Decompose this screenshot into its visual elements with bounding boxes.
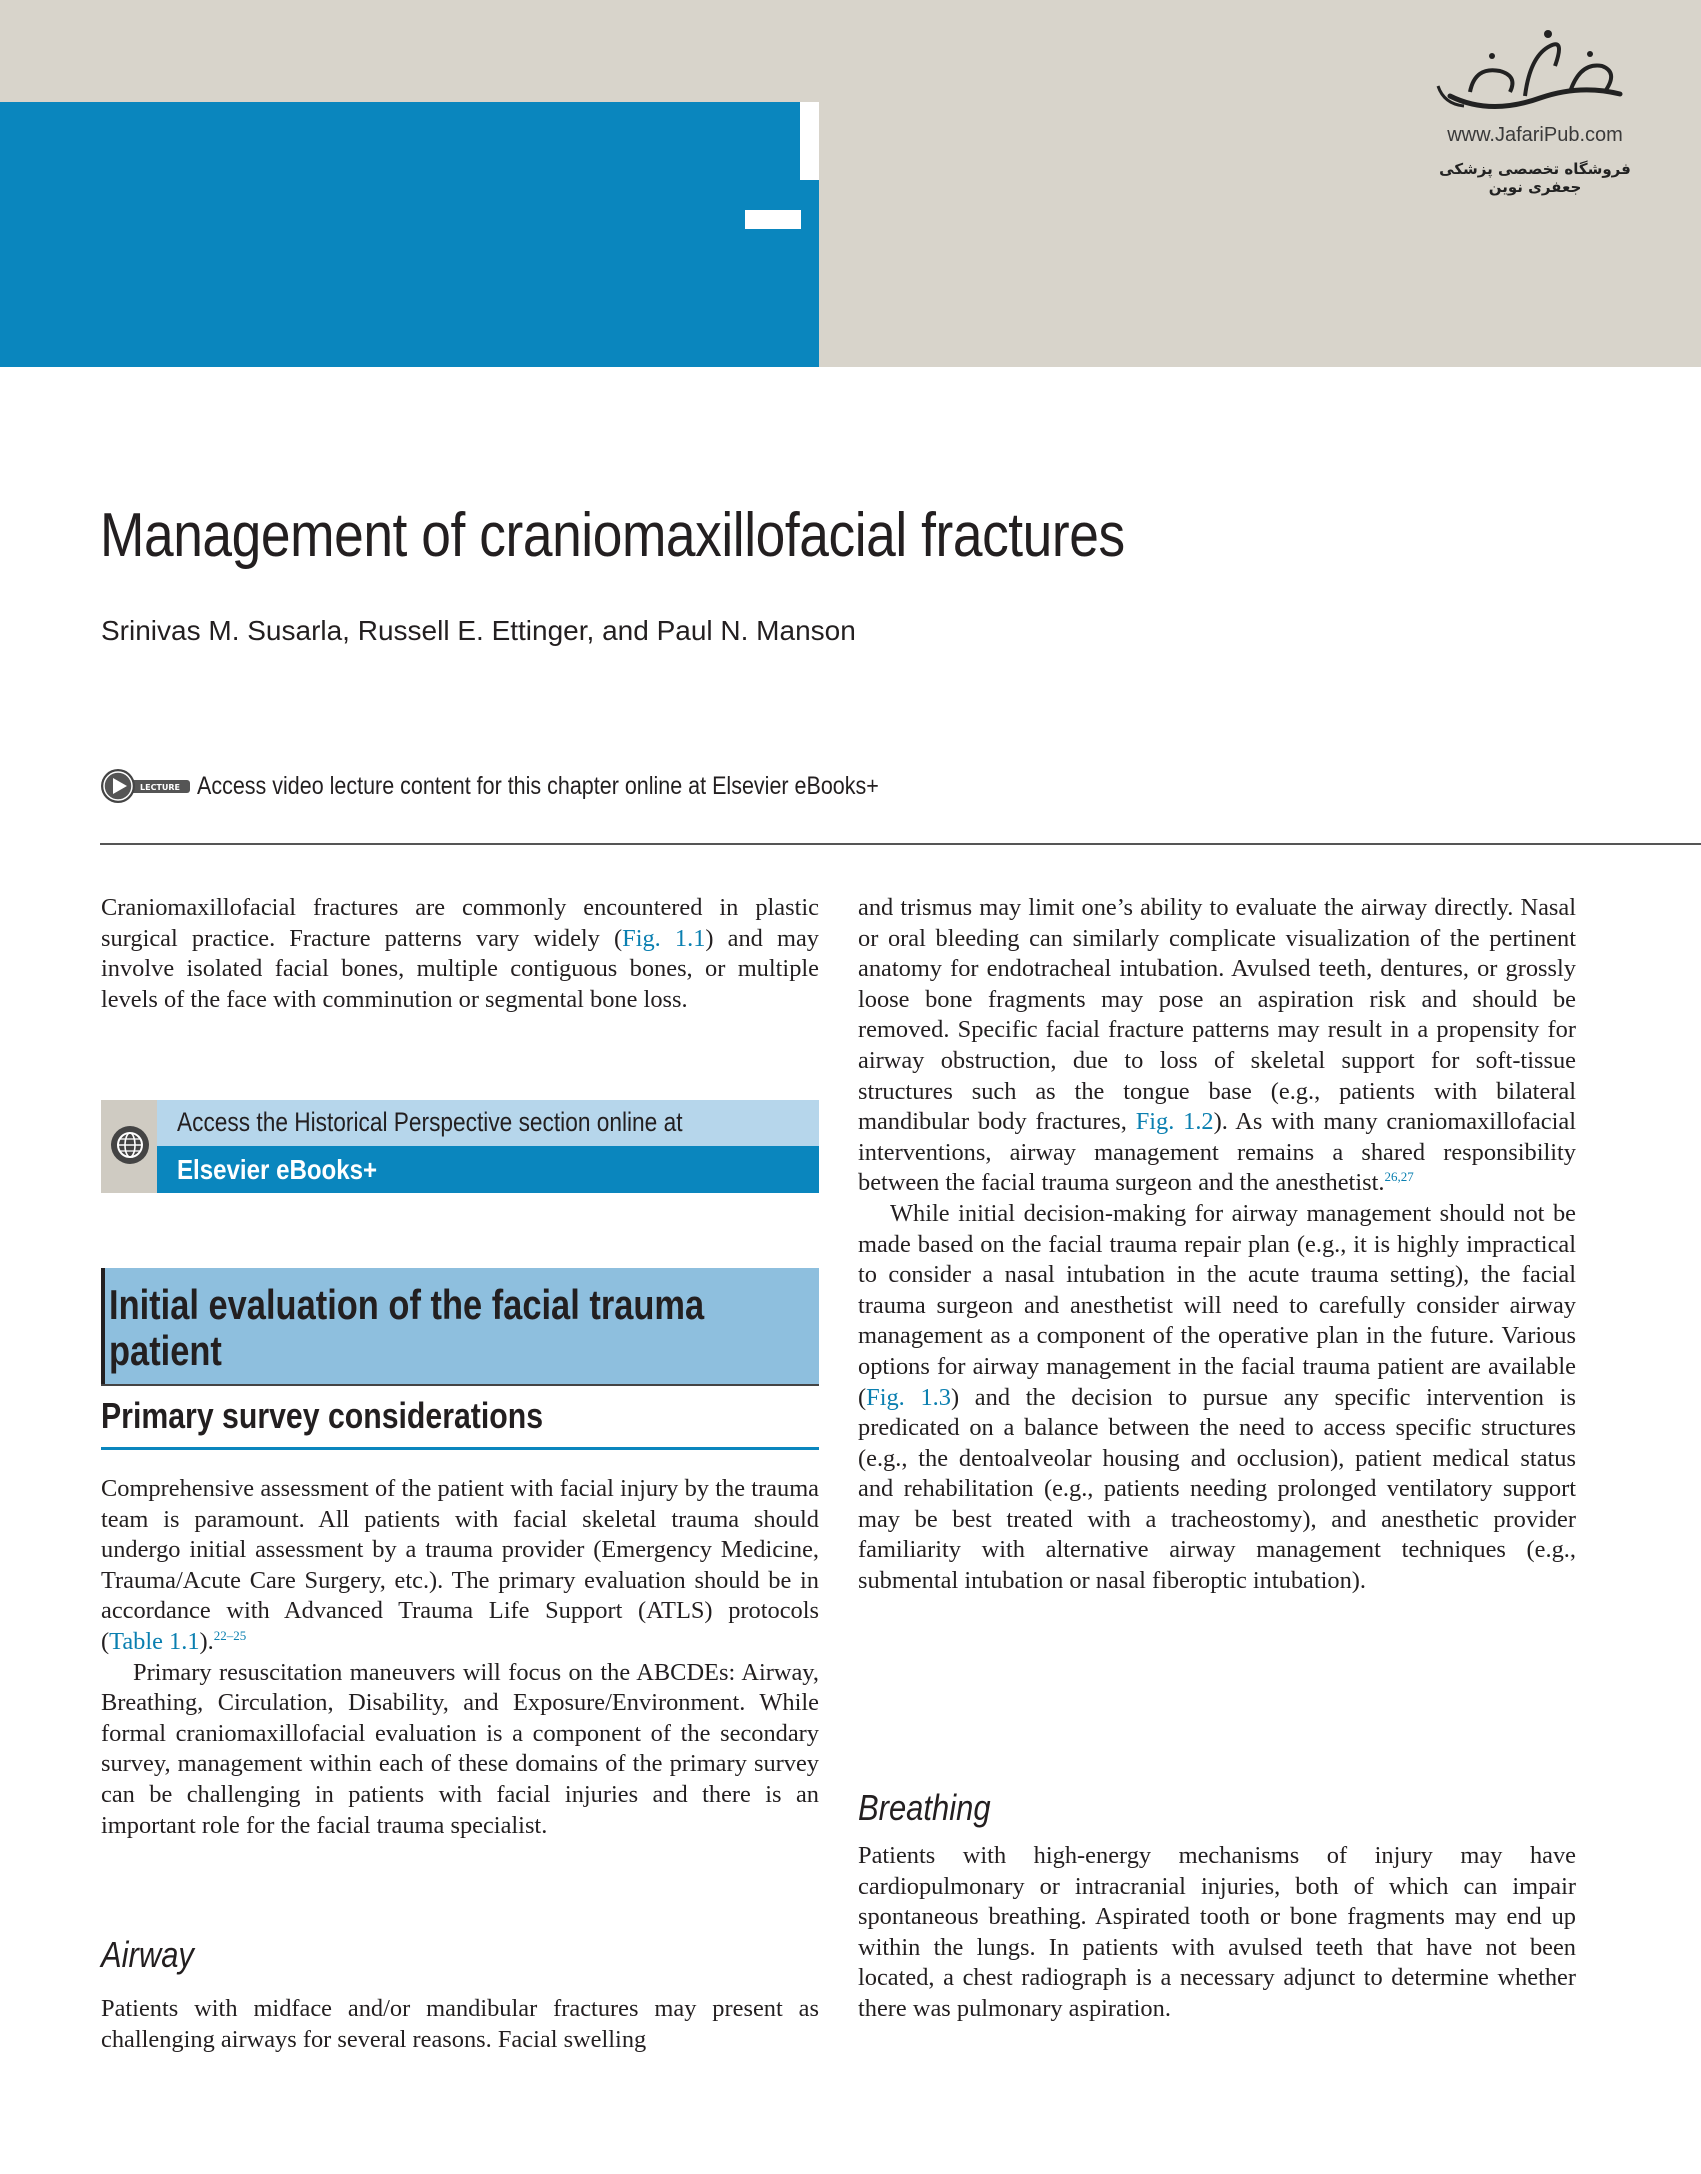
primary-survey-paragraph bbox=[101, 1474, 819, 1658]
r-p1-text: and trismus may limit one’s ability to evaluate the airway directly. Nasal or oral bleeding can similarly complicate visualization of the pertinent anatomy for endotracheal intubation. Avulsed teeth, dentures, or grossly loose bone fragments may pose an aspiration risk and should be removed. Specific facial fracture patterns may result in a propensity for airway obstruction, due to loss of skeletal support for soft-tissue structures such as the tongue base (e.g., patients with bilateral mandibular body fractures, bbox=[858, 894, 1576, 1136]
p1-text-end: ). bbox=[199, 1627, 214, 1655]
chapter-number-glyph bbox=[800, 180, 819, 367]
chapter-title: Management of craniomaxillofacial fractures bbox=[100, 501, 1125, 570]
p1-citation[interactable]: 22–25 bbox=[213, 1627, 247, 1643]
video-lecture-icon[interactable] bbox=[100, 768, 192, 804]
fig-1-3-link[interactable]: Fig. 1.3 bbox=[866, 1383, 951, 1411]
section-heading: Initial evaluation of the facial trauma patient bbox=[109, 1281, 705, 1374]
abcde-paragraph: Primary resuscitation maneuvers will focus on the ABCDEs: Airway, Breathing, Circulation, Disability, and Exposure/Environment. While formal craniomaxillofacial evaluation is a component of the secondary survey, management within each of these domains of the primary survey can be challenging in patients with facial injuries and there is an important role for the facial trauma specialist. bbox=[101, 1658, 819, 1839]
table-1-1-link[interactable]: Table 1.1 bbox=[109, 1627, 200, 1655]
historical-line2-band[interactable] bbox=[157, 1146, 819, 1193]
intro-text-end: ) and may involve isolated facial bones, multiple contiguous bones, or multiple levels of the face with comminution or segmental bone loss. bbox=[101, 924, 819, 1013]
airway-body bbox=[101, 1994, 819, 2055]
subheading-primary-survey: Primary survey considerations bbox=[101, 1395, 544, 1436]
r-p2-text: While initial decision-making for airway management should not be made based on the facial trauma repair plan (e.g., it is highly impractical to consider a nasal intubation in the acute trauma setting), the facial trauma surgeon and anesthetist will need to carefully consider airway management as a component of the operative plan in the future. Various options for airway management in the facial trauma patient are available ( bbox=[858, 1199, 1576, 1411]
lecture-icon-label: LECTURE bbox=[140, 783, 181, 792]
section-heading-box bbox=[101, 1268, 819, 1386]
intro-paragraph bbox=[101, 893, 819, 1015]
header-rule bbox=[100, 843, 1701, 845]
logo-url[interactable]: www.JafariPub.com bbox=[1447, 124, 1623, 146]
airway-decision-paragraph bbox=[858, 1199, 1576, 1597]
publisher-logo bbox=[1420, 26, 1650, 196]
left-column-body bbox=[101, 1474, 819, 1841]
globe-icon bbox=[110, 1125, 150, 1165]
historical-line1: Access the Historical Perspective section online at bbox=[177, 1107, 683, 1137]
chapter-authors: Srinivas M. Susarla, Russell E. Ettinger, and Paul N. Manson bbox=[101, 615, 856, 646]
chapter-number-serif bbox=[745, 210, 801, 229]
p1-text: Comprehensive assessment of the patient with facial injury by the trauma team is paramount. All patients with facial skeletal trauma should undergo initial assessment by a trauma provider (Emergency Medicine, Trauma/Acute Care Surgery, etc.). The primary evaluation should be in accordance with Advanced Trauma Life Support (ATLS) protocols ( bbox=[101, 1475, 819, 1655]
historical-perspective-box[interactable] bbox=[101, 1100, 819, 1193]
lecture-text[interactable]: Access video lecture content for this chapter online at Elsevier eBooks+ bbox=[197, 772, 879, 800]
fig-1-1-link[interactable]: Fig. 1.1 bbox=[622, 924, 706, 952]
left-column bbox=[101, 893, 819, 1058]
breathing-paragraph: Patients with high-energy mechanisms of injury may have cardiopulmonary or intracranial injuries, both of which can impair spontaneous breathing. Aspirated tooth or bone fragments may end up within the lungs. In patients with avulsed teeth that have not been located, a chest radiograph is a necessary adjunct to determine whether there was pulmonary aspiration. bbox=[858, 1842, 1576, 2022]
subheading-rule bbox=[101, 1447, 819, 1450]
calligraphy-logo-icon bbox=[1430, 26, 1640, 126]
historical-line1-band bbox=[157, 1100, 819, 1146]
breathing-body bbox=[858, 1841, 1576, 2025]
airway-continued-paragraph bbox=[858, 893, 1576, 1199]
logo-tagline: فروشگاه تخصصی پزشکی جعفری نوین bbox=[1439, 160, 1631, 196]
intro-text: Craniomaxillofacial fractures are commonly encountered in plastic surgical practice. Fracture patterns vary widely ( bbox=[101, 894, 819, 952]
chapter-color-block bbox=[0, 102, 800, 367]
r-p1-text-end: ). As with many craniomaxillofacial interventions, airway management remains a shared responsibility between the facial trauma surgeon and the anesthetist. bbox=[858, 1108, 1576, 1197]
section-heading-bar bbox=[101, 1268, 105, 1384]
historical-ebooks-link[interactable]: Elsevier eBooks+ bbox=[177, 1154, 378, 1185]
fig-1-2-link[interactable]: Fig. 1.2 bbox=[1135, 1108, 1214, 1136]
r-p1-citation[interactable]: 26,27 bbox=[1384, 1169, 1414, 1185]
breathing-heading: Breathing bbox=[858, 1787, 991, 1828]
r-p2-text-end: ) and the decision to pursue any specific intervention is predicated on a balance between the need to access specific structures (e.g., the dentoalveolar housing and occlusion), patient medical status and rehabilitation (e.g., patients needing prolonged ventilatory support may be best treated with a tracheostomy), and anesthetic provider familiarity with alternative airway management techniques (e.g., submental intubation or nasal fiberoptic intubation). bbox=[858, 1383, 1576, 1595]
right-column bbox=[858, 893, 1576, 1597]
airway-paragraph: Patients with midface and/or mandibular fractures may present as challenging airways for several reasons. Facial swelling bbox=[101, 1995, 819, 2053]
airway-heading: Airway bbox=[101, 1934, 194, 1975]
